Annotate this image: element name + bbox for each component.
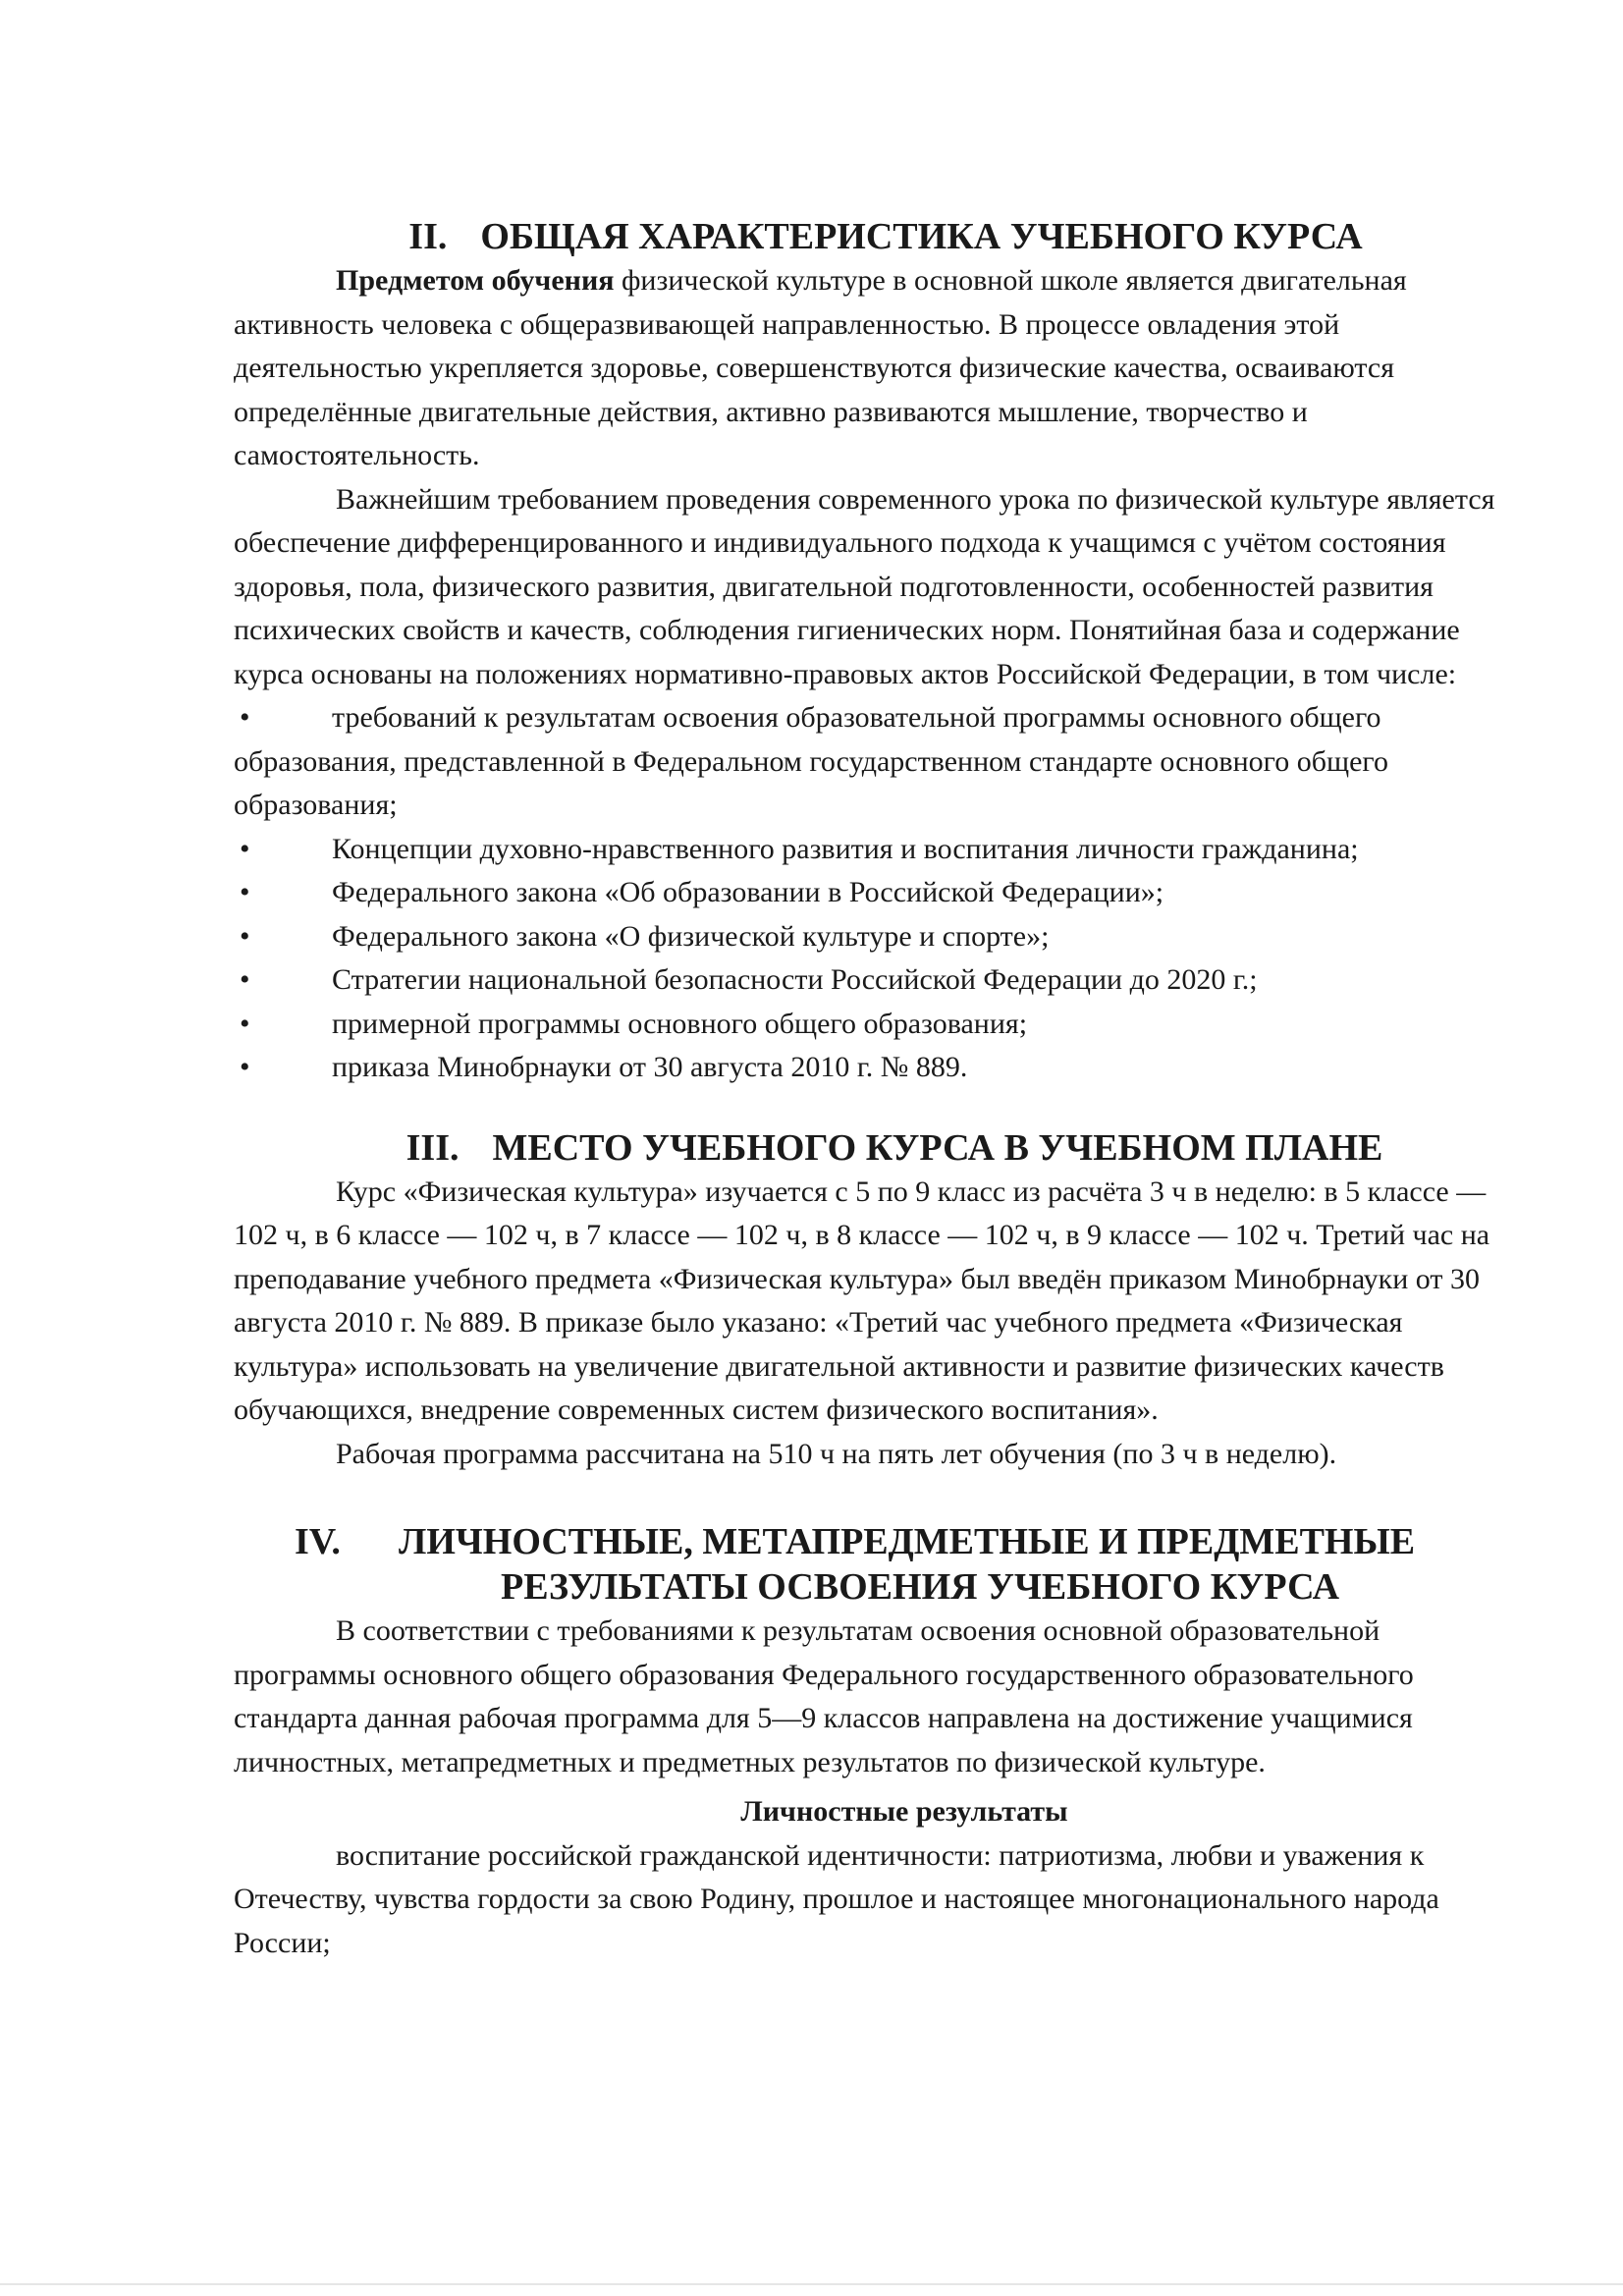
bullet-icon: •	[240, 832, 250, 865]
list-item: • требований к результатам освоения образовательной программы основного общего образования, представленной в Федеральном государственном стандарте основного общего образования;	[234, 696, 1520, 828]
section-3-paragraph-2: Рабочая программа рассчитана на 510 ч на пять лет обучения (по 3 ч в неделю).	[336, 1437, 1337, 1470]
section-4-heading	[234, 1519, 1520, 1610]
section-3-title: МЕСТО УЧЕБНОГО КУРСА В УЧЕБНОМ ПЛАНЕ	[492, 1126, 1383, 1169]
bullet-icon: •	[240, 876, 250, 908]
list-item: • Концепции духовно-нравственного развития и воспитания личности гражданина;	[234, 828, 1520, 872]
section-2-number: II.	[408, 216, 448, 257]
list-item: • Федерального закона «Об образовании в Российской Федерации»;	[234, 871, 1520, 915]
list-item: • приказа Минобрнауки от 30 августа 2010 г. № 889.	[234, 1046, 1520, 1090]
personal-results-subheading: Личностные результаты	[740, 1795, 1068, 1828]
list-item: • Федерального закона «О физической культуре и спорте»;	[234, 915, 1520, 959]
section-3-number: III.	[406, 1126, 460, 1169]
bullet-icon: •	[240, 1051, 250, 1083]
section-4-paragraph-1: В соответствии с требованиями к результатам освоения основной образовательной программы основного общего образования Федерального государственного образовательного стандарта данная рабочая программа для 5—9 классов направлена на достижение учащимися личностных, метапредметных и предметных результатов по физической культуре.	[234, 1614, 1414, 1778]
section-4-number: IV.	[295, 1521, 341, 1562]
section-2-paragraph-1-text: физической культуре в основной школе является двигательная активность человека с общеразвивающей направленностью. В процессе овладения этой деятельностью укрепляется здоровье, совершенствуются физические качества, осваиваются определённые двигательные действия, активно развиваются мышление, творчество и самостоятельность.	[234, 264, 1407, 471]
list-item: • примерной программы основного общего образования;	[234, 1003, 1520, 1047]
section-2-paragraph-1	[234, 259, 1520, 478]
subject-of-study-bold: Предметом обучения	[336, 264, 615, 297]
section-4-title-line-2: РЕЗУЛЬТАТЫ ОСВОЕНИЯ УЧЕБНОГО КУРСА	[501, 1566, 1340, 1608]
bullet-icon: •	[240, 1007, 250, 1040]
section-3-heading	[269, 1125, 1520, 1171]
section-3-paragraph-1: Курс «Физическая культура» изучается с 5 по 9 класс из расчёта 3 ч в неделю: в 5 классе — 102 ч, в 6 классе — 102 ч, в 7 классе — 102 ч, в 8 классе — 102 ч, в 9 классе — 102 ч. Третий час на преподавание учебного предмета «Физическая культура» был введён приказом Минобрнауки от 30 августа 2010 г. № 889. В приказе было указано: «Третий час учебного предмета «Физическая культура» использовать на увеличение двигательной активности и развитие физических качеств обучающихся, внедрение современных систем физического воспитания».	[234, 1175, 1490, 1426]
bullet-icon: •	[240, 701, 250, 734]
bullet-icon: •	[240, 963, 250, 996]
section-2-paragraph-2: Важнейшим требованием проведения современного урока по физической культуре является обеспечение дифференцированного и индивидуального подхода к учащимся с учётом состояния здоровья, пола, физического развития, двигательной подготовленности, особенностей развития психических свойств и качеств, соблюдения гигиенических норм. Понятийная база и содержание курса основаны на положениях нормативно-правовых актов Российской Федерации, в том числе:	[234, 482, 1495, 690]
bullet-icon: •	[240, 919, 250, 953]
legal-acts-list	[234, 696, 1520, 1090]
section-4-paragraph-2: воспитание российской гражданской идентичности: патриотизма, любви и уважения к Отечеству, чувства гордости за свою Родину, прошлое и настоящее многонационального народа России;	[234, 1838, 1439, 1959]
list-item: • Стратегии национальной безопасности Российской Федерации до 2020 г.;	[234, 958, 1520, 1003]
section-2-heading	[251, 214, 1520, 259]
scan-bottom-edge	[0, 2283, 1623, 2285]
document-content	[234, 214, 1520, 1965]
section-2-title: ОБЩАЯ ХАРАКТЕРИСТИКА УЧЕБНОГО КУРСА	[480, 216, 1363, 257]
section-4-title-line-1: ЛИЧНОСТНЫЕ, МЕТАПРЕДМЕТНЫЕ И ПРЕДМЕТНЫЕ	[399, 1521, 1416, 1562]
